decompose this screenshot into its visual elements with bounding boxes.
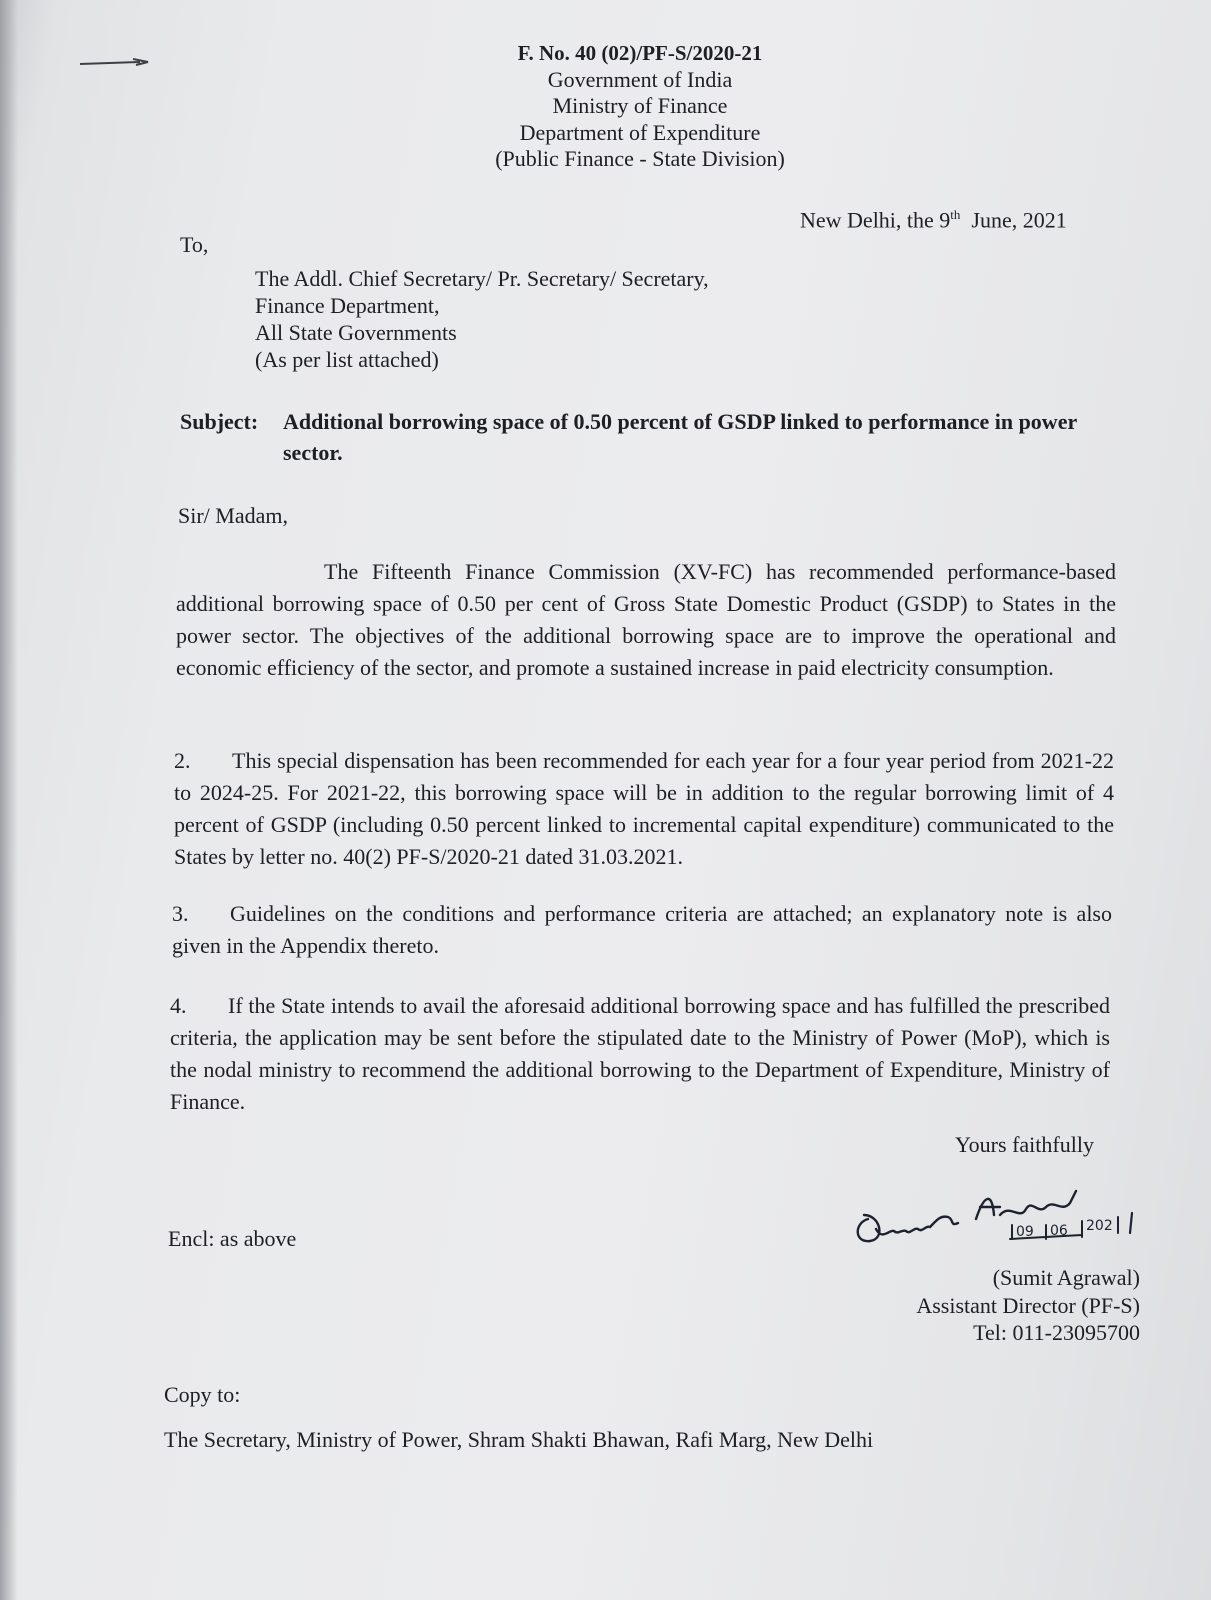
salutation: Sir/ Madam, bbox=[178, 503, 288, 528]
closing: Yours faithfully bbox=[955, 1132, 1094, 1157]
signatory-designation: Assistant Director (PF-S) bbox=[916, 1292, 1140, 1318]
paragraph-2-text: This special dispensation has been recommended for each year for a four year period from 2021-22 to 2024-25. For 2021-22, this borrowing space will be in addition to the regular borrowing limit of 4 percent of GSDP (including 0.50 percent linked to incremental capital expenditure) communicated to the States by letter no. 40(2) PF-S/2020-21 dated 31.03.2021. bbox=[174, 748, 1114, 869]
pen-mark-icon bbox=[78, 54, 158, 74]
letter-date bbox=[800, 207, 1067, 233]
to-label: To, bbox=[180, 232, 209, 257]
paragraph-4-number: 4. bbox=[170, 993, 187, 1018]
recipient-line-3: All State Governments bbox=[255, 320, 457, 345]
paragraph-3 bbox=[172, 898, 1112, 962]
paragraph-3-number: 3. bbox=[172, 901, 189, 926]
recipient-line-1: The Addl. Chief Secretary/ Pr. Secretary/ Secretary, bbox=[255, 266, 709, 291]
header-ministry: Ministry of Finance bbox=[552, 93, 728, 118]
date-ordinal: th bbox=[950, 207, 961, 222]
signatory-name: (Sumit Agrawal) bbox=[992, 1265, 1140, 1290]
paragraph-2 bbox=[174, 745, 1114, 873]
enclosure-note: Encl: as above bbox=[168, 1226, 297, 1251]
header-division: (Public Finance - State Division) bbox=[495, 146, 785, 171]
recipient-line-2: Finance Department, bbox=[255, 293, 440, 318]
signatory-block bbox=[850, 1264, 1140, 1347]
paragraph-1: The Fifteenth Finance Commission (XV-FC) has recommended performance-based additional borrowing space of 0.50 per cent of Gross State Domestic Product (GSDP) to States in the power sector. The objectives of the additional borrowing space are to improve the operational and economic efficiency of the sector, and promote a sustained increase in paid electricity consumption. bbox=[176, 559, 1116, 680]
svg-text:09: 09 bbox=[1016, 1224, 1034, 1240]
paragraph-3-text: Guidelines on the conditions and performance criteria are attached; an explanatory note is also given in the Appendix thereto. bbox=[172, 901, 1112, 958]
header-department: Department of Expenditure bbox=[519, 119, 761, 145]
letter-header bbox=[400, 40, 880, 173]
date-prefix: New Delhi, the 9 bbox=[800, 207, 951, 233]
handwritten-signature bbox=[850, 1185, 1160, 1265]
svg-text:202: 202 bbox=[1086, 1218, 1113, 1234]
paragraph-4-text: If the State intends to avail the aforesaid additional borrowing space and has fulfilled the prescribed criteria, the application may be sent before the stipulated date to the Ministry of Power (MoP), which is the nodal ministry to recommend the additional borrowing to the Department of Expenditure, Ministry of Finance. bbox=[170, 993, 1110, 1114]
paragraph-2-number: 2. bbox=[174, 748, 191, 773]
paragraph-4 bbox=[170, 990, 1110, 1118]
recipient-address bbox=[255, 265, 709, 373]
page-edge-shadow bbox=[0, 0, 18, 1600]
subject-text: Additional borrowing space of 0.50 percent of GSDP linked to performance in power sector. bbox=[283, 409, 1077, 465]
file-number: F. No. 40 (02)/PF-S/2020-21 bbox=[517, 41, 763, 65]
signatory-telephone: Tel: 011-23095700 bbox=[973, 1320, 1140, 1345]
copy-to-label: Copy to: bbox=[164, 1382, 241, 1407]
copy-to-recipient: The Secretary, Ministry of Power, Shram Shakti Bhawan, Rafi Marg, New Delhi bbox=[164, 1427, 874, 1452]
subject-label: Subject: bbox=[180, 409, 259, 434]
svg-text:06: 06 bbox=[1050, 1223, 1068, 1239]
date-month-year: June, 2021 bbox=[960, 207, 1067, 233]
header-government: Government of India bbox=[547, 66, 733, 92]
recipient-line-4: (As per list attached) bbox=[255, 347, 439, 372]
